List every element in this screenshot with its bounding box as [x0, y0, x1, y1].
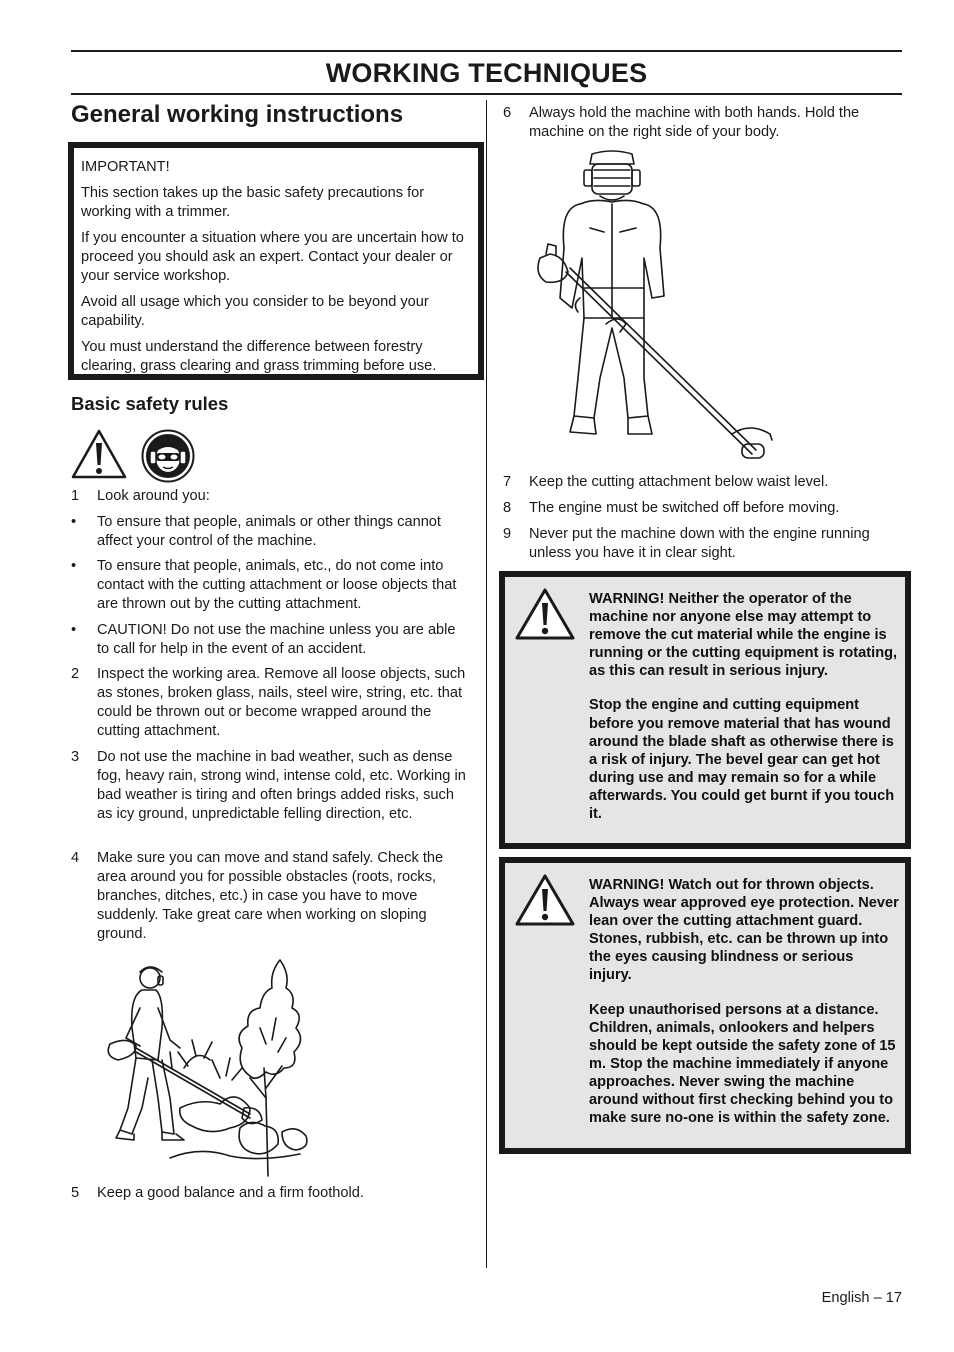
item-text: Look around you: [97, 488, 210, 504]
item-bullet: • [71, 558, 77, 574]
important-label: IMPORTANT! [81, 159, 170, 175]
warning-triangle-icon [514, 873, 576, 927]
warning-paragraph: Keep unauthorised persons at a distance. Children, animals, onlookers and helpers should be kept outside the safety zone of 15 m. Stop the machine immediately if anyone approaches. Never swing the machine around without first checking behind you to make sure no-one is within the safety zone. [589, 1001, 896, 1127]
warning-box-cut-material [499, 571, 911, 849]
header-bottom-rule [71, 93, 902, 95]
warning-box-thrown-objects [499, 857, 911, 1154]
protective-equipment-icon [141, 429, 195, 483]
important-paragraph: If you encounter a situation where you are uncertain how to proceed you should ask an expert. Contact your dealer or your service workshop. [81, 230, 464, 284]
item-text: CAUTION! Do not use the machine unless you are able to call for help in the event of an accident. [97, 622, 456, 657]
item-number: 9 [503, 526, 512, 542]
item-number: 7 [503, 474, 512, 490]
item-number: 2 [71, 666, 80, 682]
important-paragraph: This section takes up the basic safety precautions for working with a trimmer. [81, 185, 425, 220]
page-heading: General working instructions [71, 101, 404, 128]
basic-safety-heading: Basic safety rules [71, 393, 229, 414]
item-number: 3 [71, 749, 80, 765]
item-text: Do not use the machine in bad weather, such as dense fog, heavy rain, strong wind, intense cold, etc. Working in bad weather is tiring and often brings added risks, such as icy ground, unpredictable felling direction, etc. [97, 749, 466, 822]
warning-paragraph: Stop the engine and cutting equipment before you remove material that has wound around the blade shaft as otherwise there is a risk of injury. The bevel gear can get hot during use and may remain so for a while afterwards. You could get burnt if you touch it. [589, 697, 895, 823]
item-text: To ensure that people, animals or other things cannot affect your control of the machine. [97, 514, 441, 549]
warning-text [589, 876, 899, 1127]
important-notice-box [68, 142, 484, 380]
item-text: To ensure that people, animals, etc., do not come into contact with the cutting attachment or loose objects that are thrown out by the cutting attachment. [97, 558, 457, 612]
item-number: 1 [71, 488, 80, 504]
page-number: English – 17 [821, 1290, 902, 1306]
item-bullet: • [71, 514, 77, 530]
column-divider [486, 100, 487, 1268]
item-text: Keep a good balance and a firm foothold. [97, 1185, 364, 1201]
item-text: Never put the machine down with the engine running unless you have it in clear sight. [529, 526, 870, 561]
item-bullet: • [71, 622, 77, 638]
section-title: WORKING TECHNIQUES [325, 58, 648, 88]
item-number: 6 [503, 105, 512, 121]
header-top-rule [71, 50, 902, 52]
warning-triangle-icon [514, 587, 576, 641]
warning-text [589, 590, 899, 823]
item-number: 5 [71, 1185, 80, 1201]
important-paragraph: You must understand the difference between forestry clearing, grass clearing and grass trimming before use. [81, 339, 437, 374]
warning-paragraph: WARNING! Neither the operator of the machine nor anyone else may attempt to remove the cut material while the engine is running or the cutting equipment is rotating, as this can result in serious injury. [589, 591, 898, 680]
item-text: The engine must be switched off before moving. [529, 500, 840, 516]
important-paragraph: Avoid all usage which you consider to be beyond your capability. [81, 294, 429, 329]
item-text: Make sure you can move and stand safely. Check the area around you for possible obstacles (roots, rocks, branches, ditches, etc.) in case you have to move suddenly. Take great care when working on sloping ground. [97, 850, 444, 942]
item-text: Always hold the machine with both hands. Hold the machine on the right side of your body. [529, 105, 860, 140]
warning-paragraph: WARNING! Watch out for thrown objects. Always wear approved eye protection. Never lean over the cutting attachment guard. Stones, rubbish, etc. can be thrown up into the eyes causing blindness or serious injury. [589, 877, 899, 984]
item-number: 8 [503, 500, 512, 516]
operator-illustration [520, 148, 780, 470]
warning-triangle-icon [71, 429, 127, 479]
item-number: 4 [71, 850, 80, 866]
terrain-illustration [100, 948, 320, 1180]
item-text: Inspect the working area. Remove all loose objects, such as stones, broken glass, nails, steel wire, string, etc. that could be thrown out or become wrapped around the cutting attachment. [97, 666, 466, 739]
item-text: Keep the cutting attachment below waist level. [529, 474, 829, 490]
